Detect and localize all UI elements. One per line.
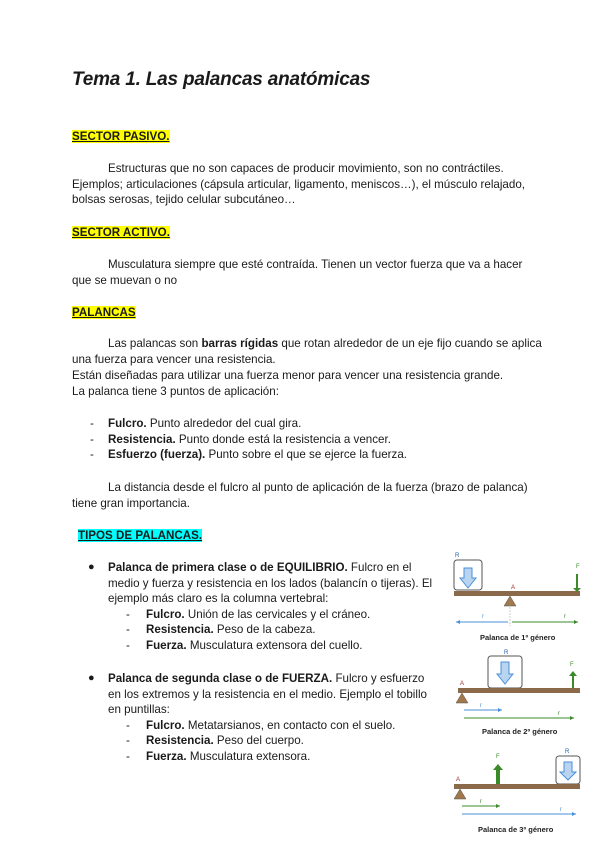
palancas-paragraph-3: La palanca tiene 3 puntos de aplicación: [72, 385, 279, 398]
palancas-heading: PALANCAS [72, 306, 136, 319]
list-item: - Fulcro. Unión de las cervicales y el cráneo. [126, 607, 438, 623]
r-label: R [455, 553, 460, 559]
sector-pasivo-text: Estructuras que no son capaces de producir movimiento, son no contráctiles. Ejemplos; articulaciones (cápsula articular, ligamento, meniscos…), el músculo relajado, bolsas serosas, tejido celular subcutáneo… [72, 162, 525, 207]
palancas-paragraph-2: Están diseñadas para utilizar una fuerza menor para vencer una resistencia grande. [72, 369, 504, 382]
palancas-paragraph-4: La distancia desde el fulcro al punto de aplicación de la fuerza (brazo de palanca) tiene gran importancia. [72, 481, 528, 510]
beam [454, 784, 580, 789]
list-item: - Fuerza. Musculatura extensora. [126, 749, 438, 765]
r-arm-label: r [560, 807, 562, 813]
r-label: R [565, 749, 570, 755]
list-item: - Fulcro. Punto alrededor del cual gira. [90, 416, 520, 432]
list-item: - Esfuerzo (fuerza). Punto sobre el que se ejerce la fuerza. [90, 447, 520, 463]
f-arm-label: r [564, 614, 566, 620]
f-arm-label: r [558, 711, 560, 717]
r-arm-label: r [480, 703, 482, 709]
figure-caption: Palanca de 2º género [482, 727, 558, 736]
list-item: - Resistencia. Peso de la cabeza. [126, 622, 438, 638]
a-label: A [511, 585, 516, 591]
list-item: - Fulcro. Metatarsianos, en contacto con el suelo. [126, 718, 438, 734]
list-item: - Resistencia. Punto donde está la resistencia a vencer. [90, 432, 520, 448]
f-label: F [496, 754, 500, 760]
primera-clase-item: ● Palanca de primera clase o de EQUILIBRIO. Fulcro en el medio y fuerza y resistencia en los lados (balancín o tijeras). El ejemplo más claro es la columna vertebral: - Fulcro. Unión de las cervicales y el cráneo. - Resistencia. Peso de la cabeza. - Fuerza. Musculatura extensora del cuello. [88, 560, 438, 654]
palancas-paragraph-1: Las palancas son barras rígidas que rotan alrededor de un eje fijo cuando se aplica una fuerza para vencer una resistencia. [72, 337, 542, 366]
sector-activo-heading: SECTOR ACTIVO. [72, 226, 170, 239]
list-item: - Fuerza. Musculatura extensora del cuello. [126, 638, 438, 654]
figure-caption: Palanca de 1º género [480, 633, 556, 642]
lever-first-class-figure [452, 548, 584, 644]
bullet-icon: ● [88, 561, 95, 573]
f-arm-label: r [480, 799, 482, 805]
lever-third-class-figure [452, 744, 584, 838]
r-label: R [504, 650, 509, 656]
figure-caption: Palanca de 3º género [478, 825, 554, 834]
a-label: A [460, 681, 465, 687]
application-points-list [90, 416, 520, 463]
lever-second-class-figure [452, 648, 584, 740]
f-label: F [576, 564, 580, 570]
beam [454, 591, 580, 596]
bullet-icon: ● [88, 672, 95, 684]
list-item: - Resistencia. Peso del cuerpo. [126, 733, 438, 749]
sector-pasivo-heading: SECTOR PASIVO. [72, 130, 170, 143]
tipos-heading: TIPOS DE PALANCAS. [78, 529, 203, 542]
a-label: A [456, 777, 461, 783]
page-title: Tema 1. Las palancas anatómicas [72, 69, 371, 90]
sector-activo-text: Musculatura siempre que esté contraída. Tienen un vector fuerza que va a hacer que se muevan o no [72, 258, 523, 287]
beam [458, 688, 580, 693]
r-arm-label: r [482, 614, 484, 620]
f-label: F [570, 662, 574, 668]
segunda-clase-item: ● Palanca de segunda clase o de FUERZA. Fulcro y esfuerzo en los extremos y la resistencia en el medio. Ejemplo el tobillo en puntillas: - Fulcro. Metatarsianos, en contacto con el suelo. - Resistencia. Peso del cuerpo. - Fuerza. Musculatura extensora. [88, 671, 438, 765]
